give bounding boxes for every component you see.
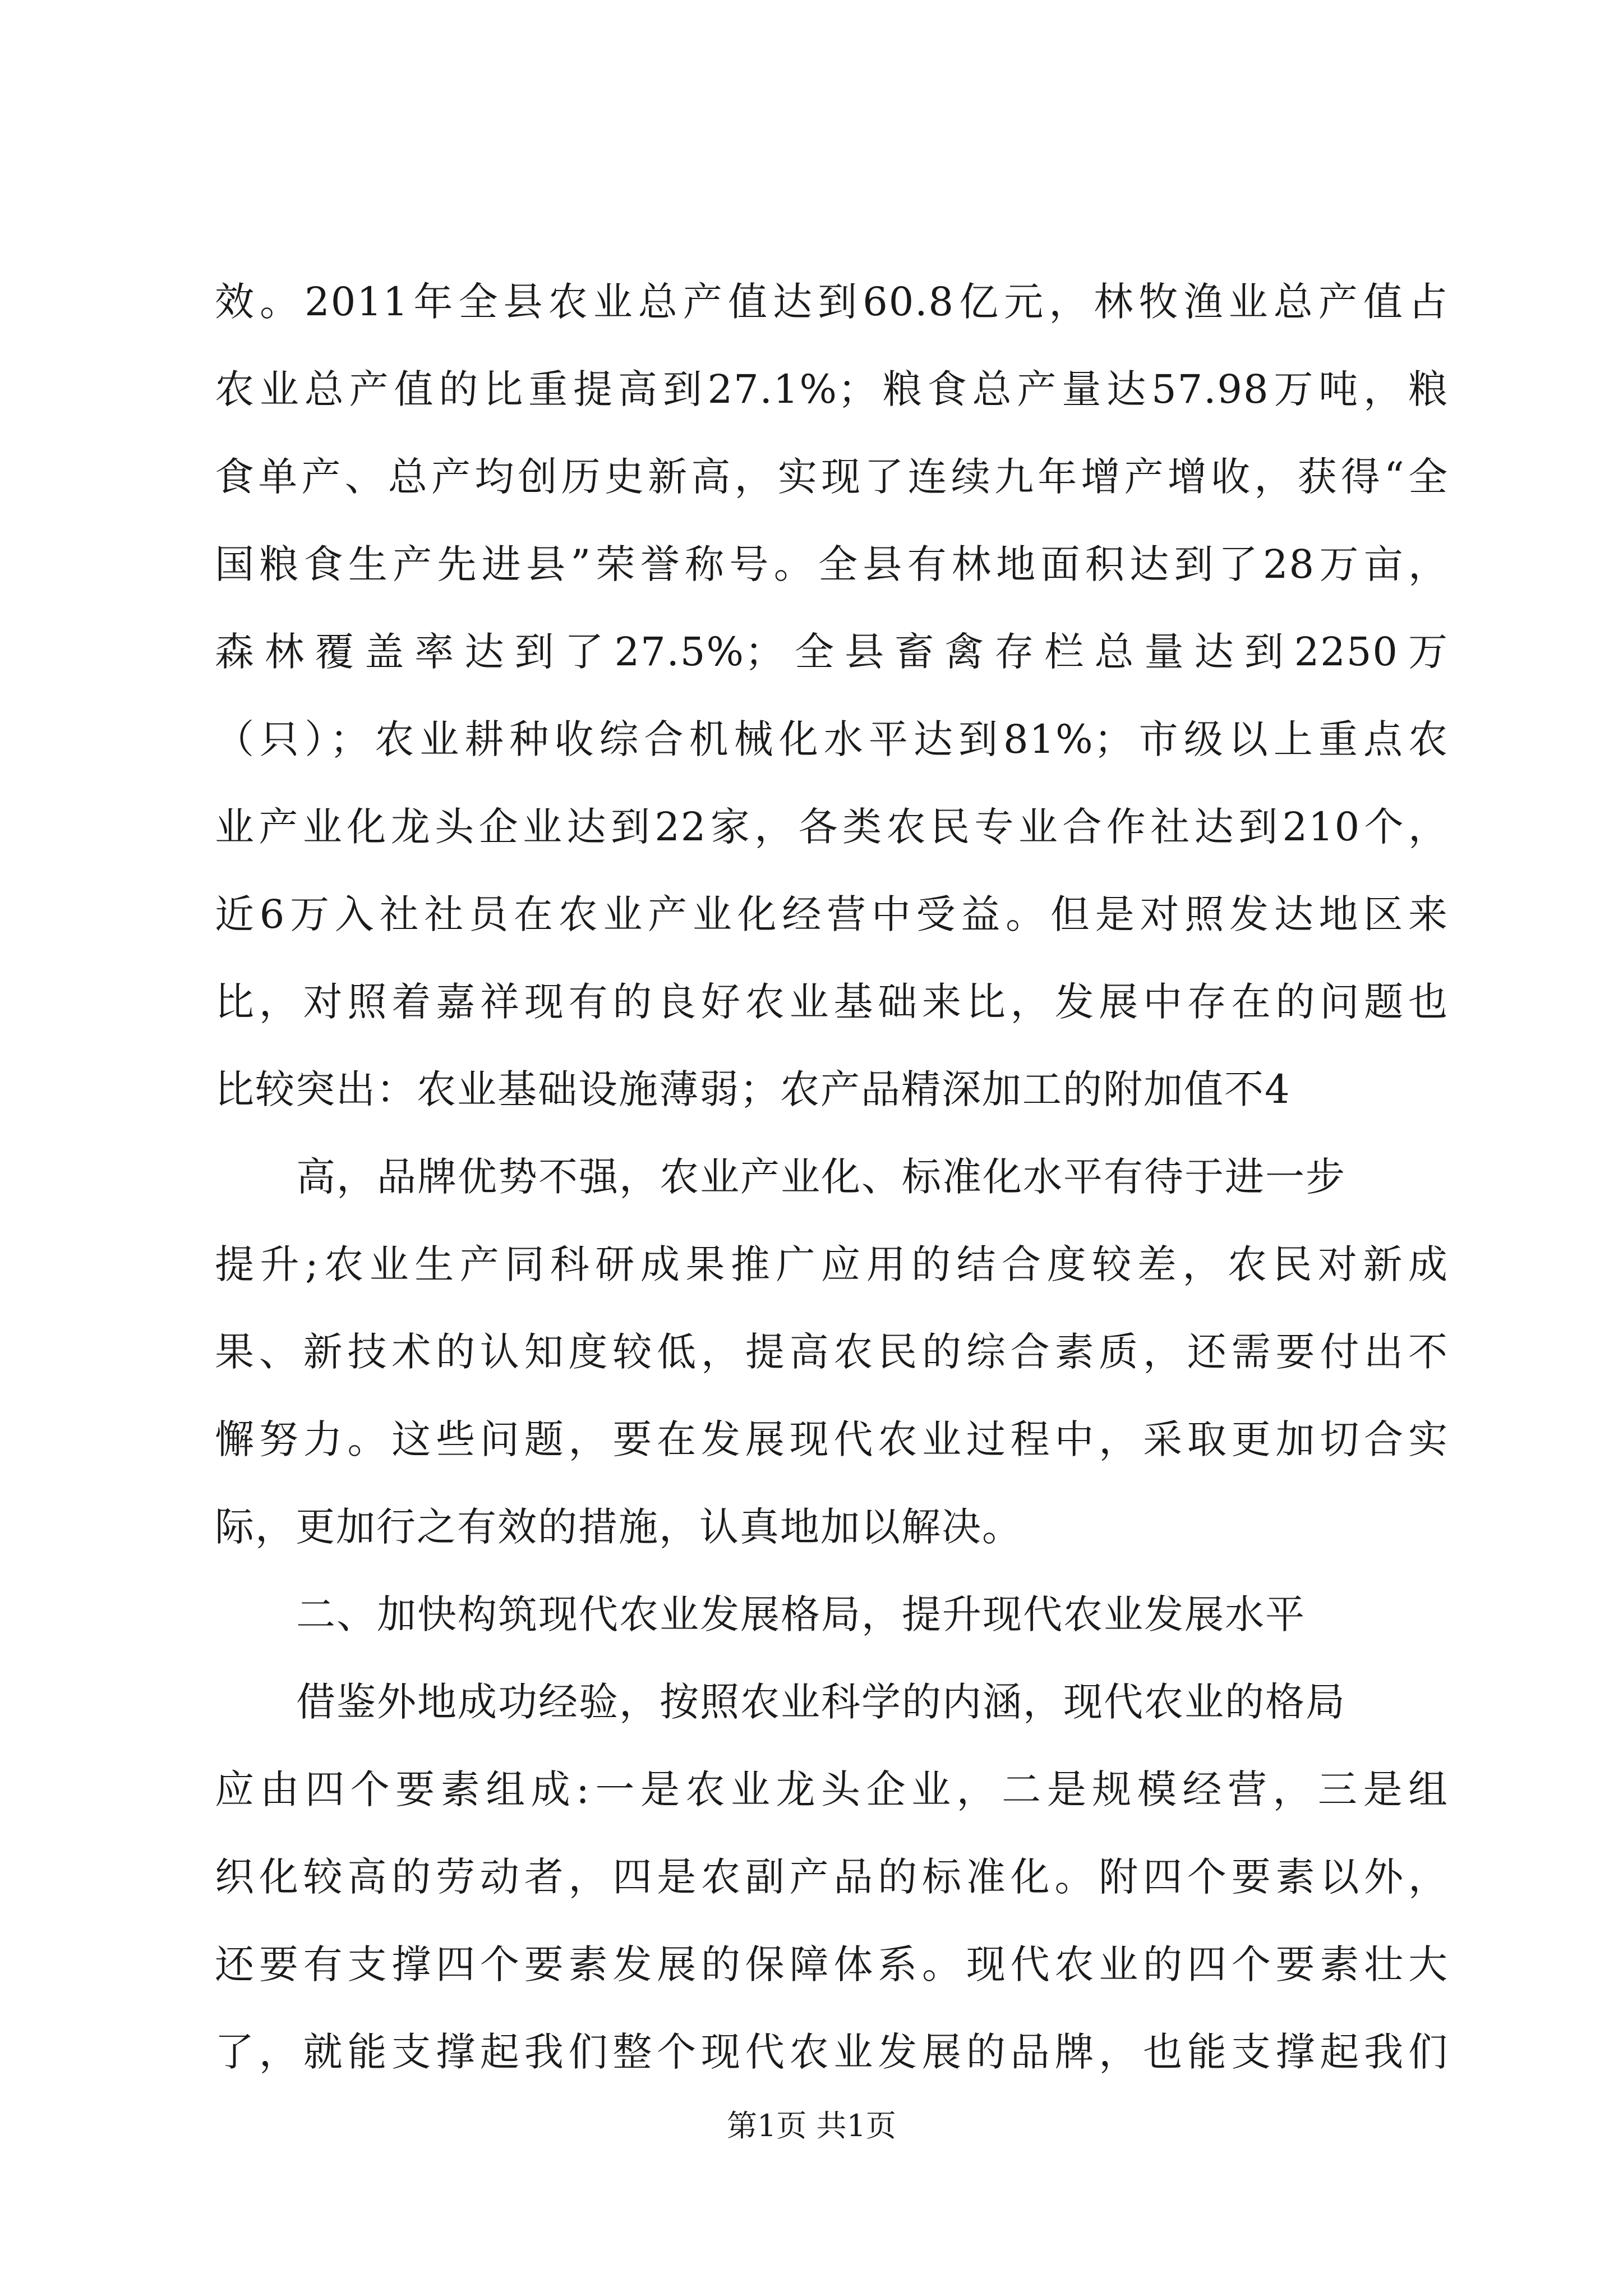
text-line: 懈努力。这些问题，要在发展现代农业过程中，采取更加切合实 bbox=[215, 1416, 1449, 1462]
section-heading: 二、加快构筑现代农业发展格局，提升现代农业发展水平 bbox=[296, 1591, 1306, 1637]
text-line: 应由四个要素组成:一是农业龙头企业，二是规模经营，三是组 bbox=[215, 1766, 1449, 1812]
text-line: （只）；农业耕种收综合机械化水平达到81%；市级以上重点农 bbox=[215, 716, 1449, 762]
page-footer: 第1页 共1页 bbox=[727, 2108, 896, 2143]
text-line: 果、新技术的认知度较低，提高农民的综合素质，还需要付出不 bbox=[215, 1329, 1449, 1375]
text-line: 效。2011年全县农业总产值达到60.8亿元，林牧渔业总产值占 bbox=[215, 279, 1449, 325]
text-line: 了，就能支撑起我们整个现代农业发展的品牌，也能支撑起我们 bbox=[215, 2029, 1449, 2075]
text-line: 国粮食生产先进县”荣誉称号。全县有林地面积达到了28万亩， bbox=[215, 541, 1449, 587]
text-line: 借鉴外地成功经验，按照农业科学的内涵，现代农业的格局 bbox=[296, 1679, 1346, 1725]
text-line: 比较突出：农业基础设施薄弱；农产品精深加工的附加值不4 bbox=[215, 1066, 1291, 1112]
text-line: 比，对照着嘉祥现有的良好农业基础来比，发展中存在的问题也 bbox=[215, 979, 1449, 1025]
text-line: 食单产、总产均创历史新高，实现了连续九年增产增收，获得“全 bbox=[215, 454, 1449, 500]
text-line: 农业总产值的比重提高到27.1%；粮食总产量达57.98万吨，粮 bbox=[215, 366, 1449, 412]
text-line: 织化较高的劳动者，四是农副产品的标准化。附四个要素以外， bbox=[215, 1854, 1449, 1900]
text-line: 森林覆盖率达到了27.5%；全县畜禽存栏总量达到2250万 bbox=[215, 629, 1449, 675]
text-line: 高，品牌优势不强，农业产业化、标准化水平有待于进一步 bbox=[296, 1154, 1346, 1200]
text-line: 提升;农业生产同科研成果推广应用的结合度较差，农民对新成 bbox=[215, 1241, 1449, 1287]
text-line: 际，更加行之有效的措施，认真地加以解决。 bbox=[215, 1504, 1022, 1550]
text-line: 近6万入社社员在农业产业化经营中受益。但是对照发达地区来 bbox=[215, 891, 1449, 937]
text-line: 还要有支撑四个要素发展的保障体系。现代农业的四个要素壮大 bbox=[215, 1941, 1449, 1987]
text-line: 业产业化龙头企业达到22家，各类农民专业合作社达到210个， bbox=[215, 804, 1449, 850]
body-text bbox=[215, 258, 1449, 2096]
